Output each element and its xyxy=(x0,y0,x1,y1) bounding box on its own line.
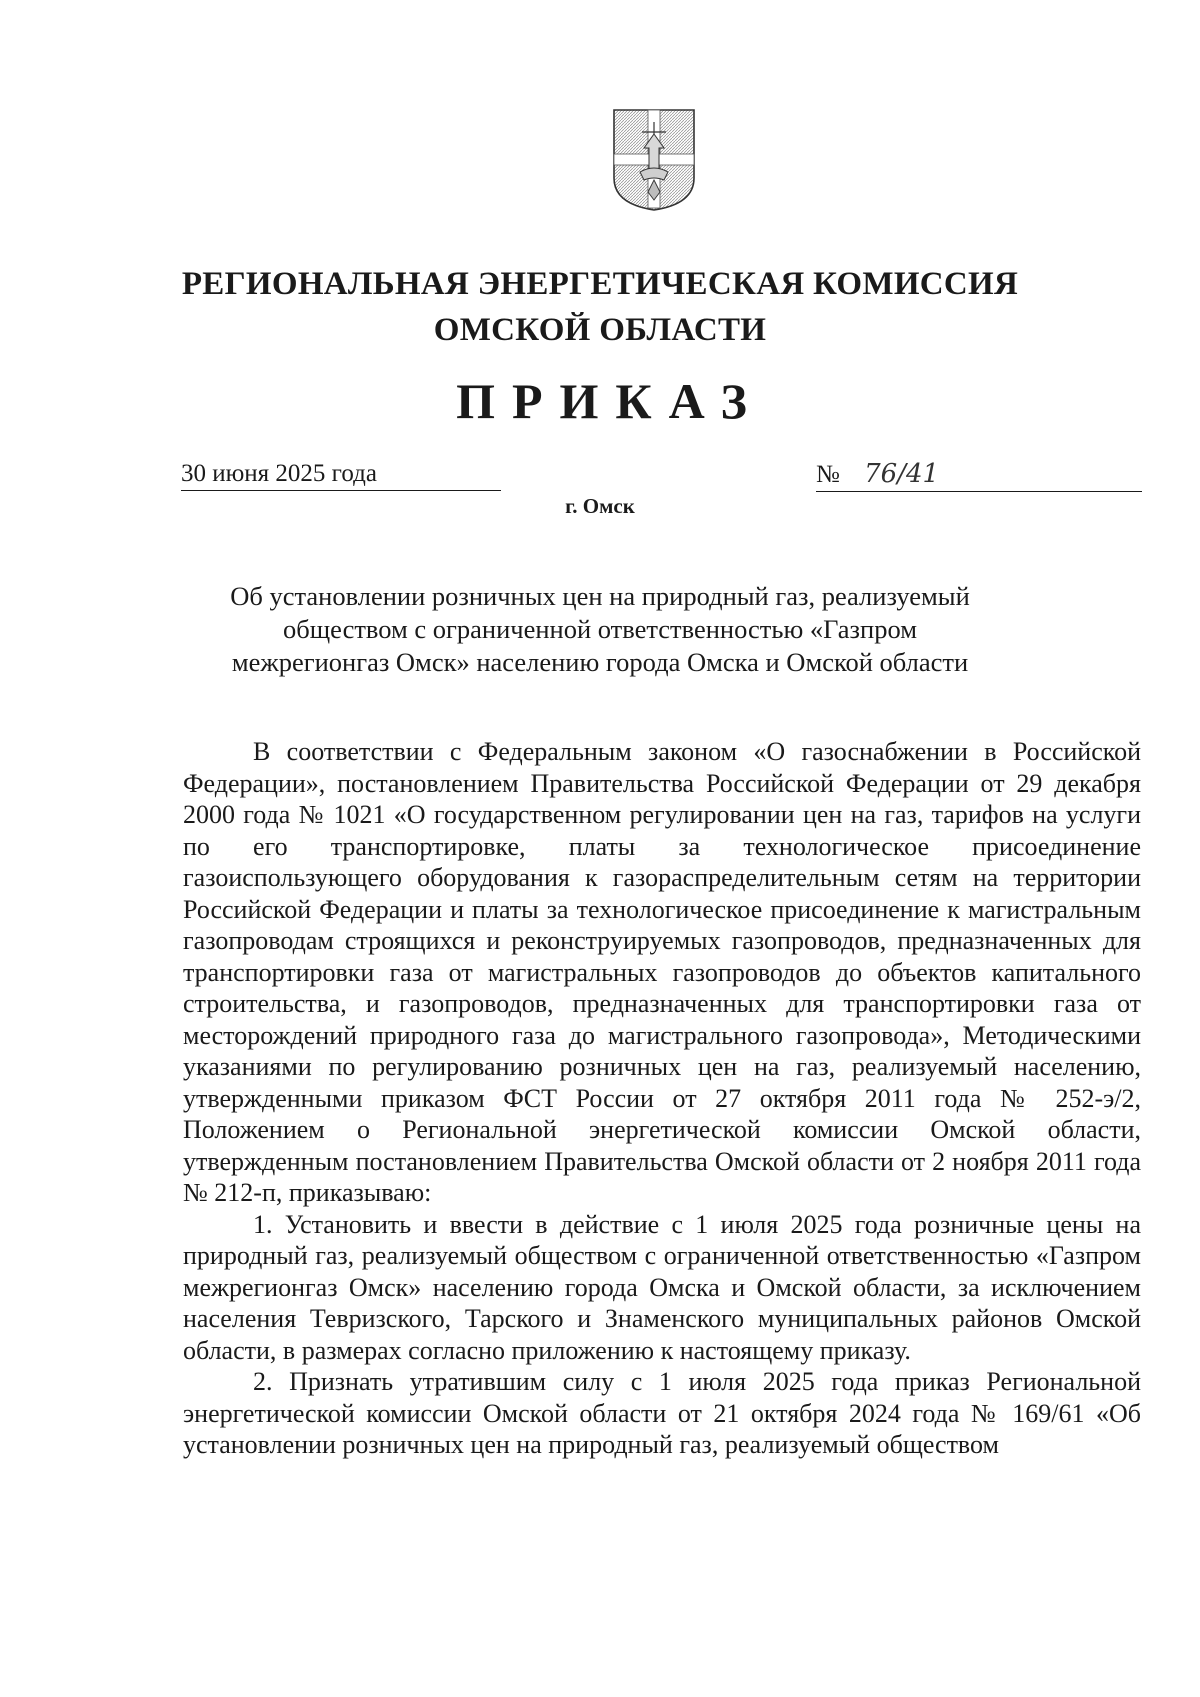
organization-name-line1: РЕГИОНАЛЬНАЯ ЭНЕРГЕТИЧЕСКАЯ КОМИССИЯ xyxy=(181,266,1019,302)
document-type-title: ПРИКАЗ xyxy=(456,373,764,429)
preamble-paragraph: В соответствии с Федеральным законом «О газоснабжении в Российской Федерации», постановлением Правительства Российской Федерации от 29 декабря 2000 года № 1021 «О государственном регулировании цен на газ, тарифов на услуги по его транспортировке, платы за технологическое присоединение газоиспользующего оборудования к газораспределительным сетям на территории Российской Федерации и платы за технологическое присоединение к магистральным газопроводам строящихся и реконструируемых газопроводов, предназначенных для транспортировки газа от магистральных газопроводов до объектов капитального строительства, и газопроводов, предназначенных для транспортировки газа от месторождений природного газа до магистрального газопровода», Методическими указаниями по регулированию розничных цен на газ, реализуемый населению, утвержденными приказом ФСТ России от 27 октября 2011 года № 252-э/2, Положением о Региональной энергетической комиссии Омской области, утвержденным постановлением Правительства Омской области от 2 ноября 2011 года № 212-п, приказываю: xyxy=(183,737,1141,1207)
number-sign: № xyxy=(816,461,840,488)
document-body xyxy=(183,736,1141,1461)
document-number-field xyxy=(816,458,1142,492)
coat-of-arms-emblem xyxy=(612,108,696,212)
document-city: г. Омск xyxy=(565,494,635,518)
document-subject: Об установлении розничных цен на природный газ, реализуемый обществом с ограниченной ответственностью «Газпром межрегионгаз Омск» населению города Омска и Омской области xyxy=(230,581,970,677)
document-number: 76/41 xyxy=(864,459,940,489)
order-item-2: 2. Признать утратившим силу с 1 июля 2025 года приказ Региональной энергетической комиссии Омской области от 21 октября 2024 года № 169/61 «Об установлении розничных цен на природный газ, реализуемый обществом xyxy=(183,1367,1141,1459)
order-item-1: 1. Установить и ввести в действие с 1 июля 2025 года розничные цены на природный газ, реализуемый обществом с ограниченной ответственностью «Газпром межрегионгаз Омск» населению города Омска и Омской области, за исключением населения Тевризского, Тарского и Знаменского муниципальных районов Омской области, в размерах согласно приложению к настоящему приказу. xyxy=(183,1209,1141,1365)
document-date: 30 июня 2025 года xyxy=(181,458,501,491)
organization-name-line2: ОМСКОЙ ОБЛАСТИ xyxy=(433,312,767,348)
